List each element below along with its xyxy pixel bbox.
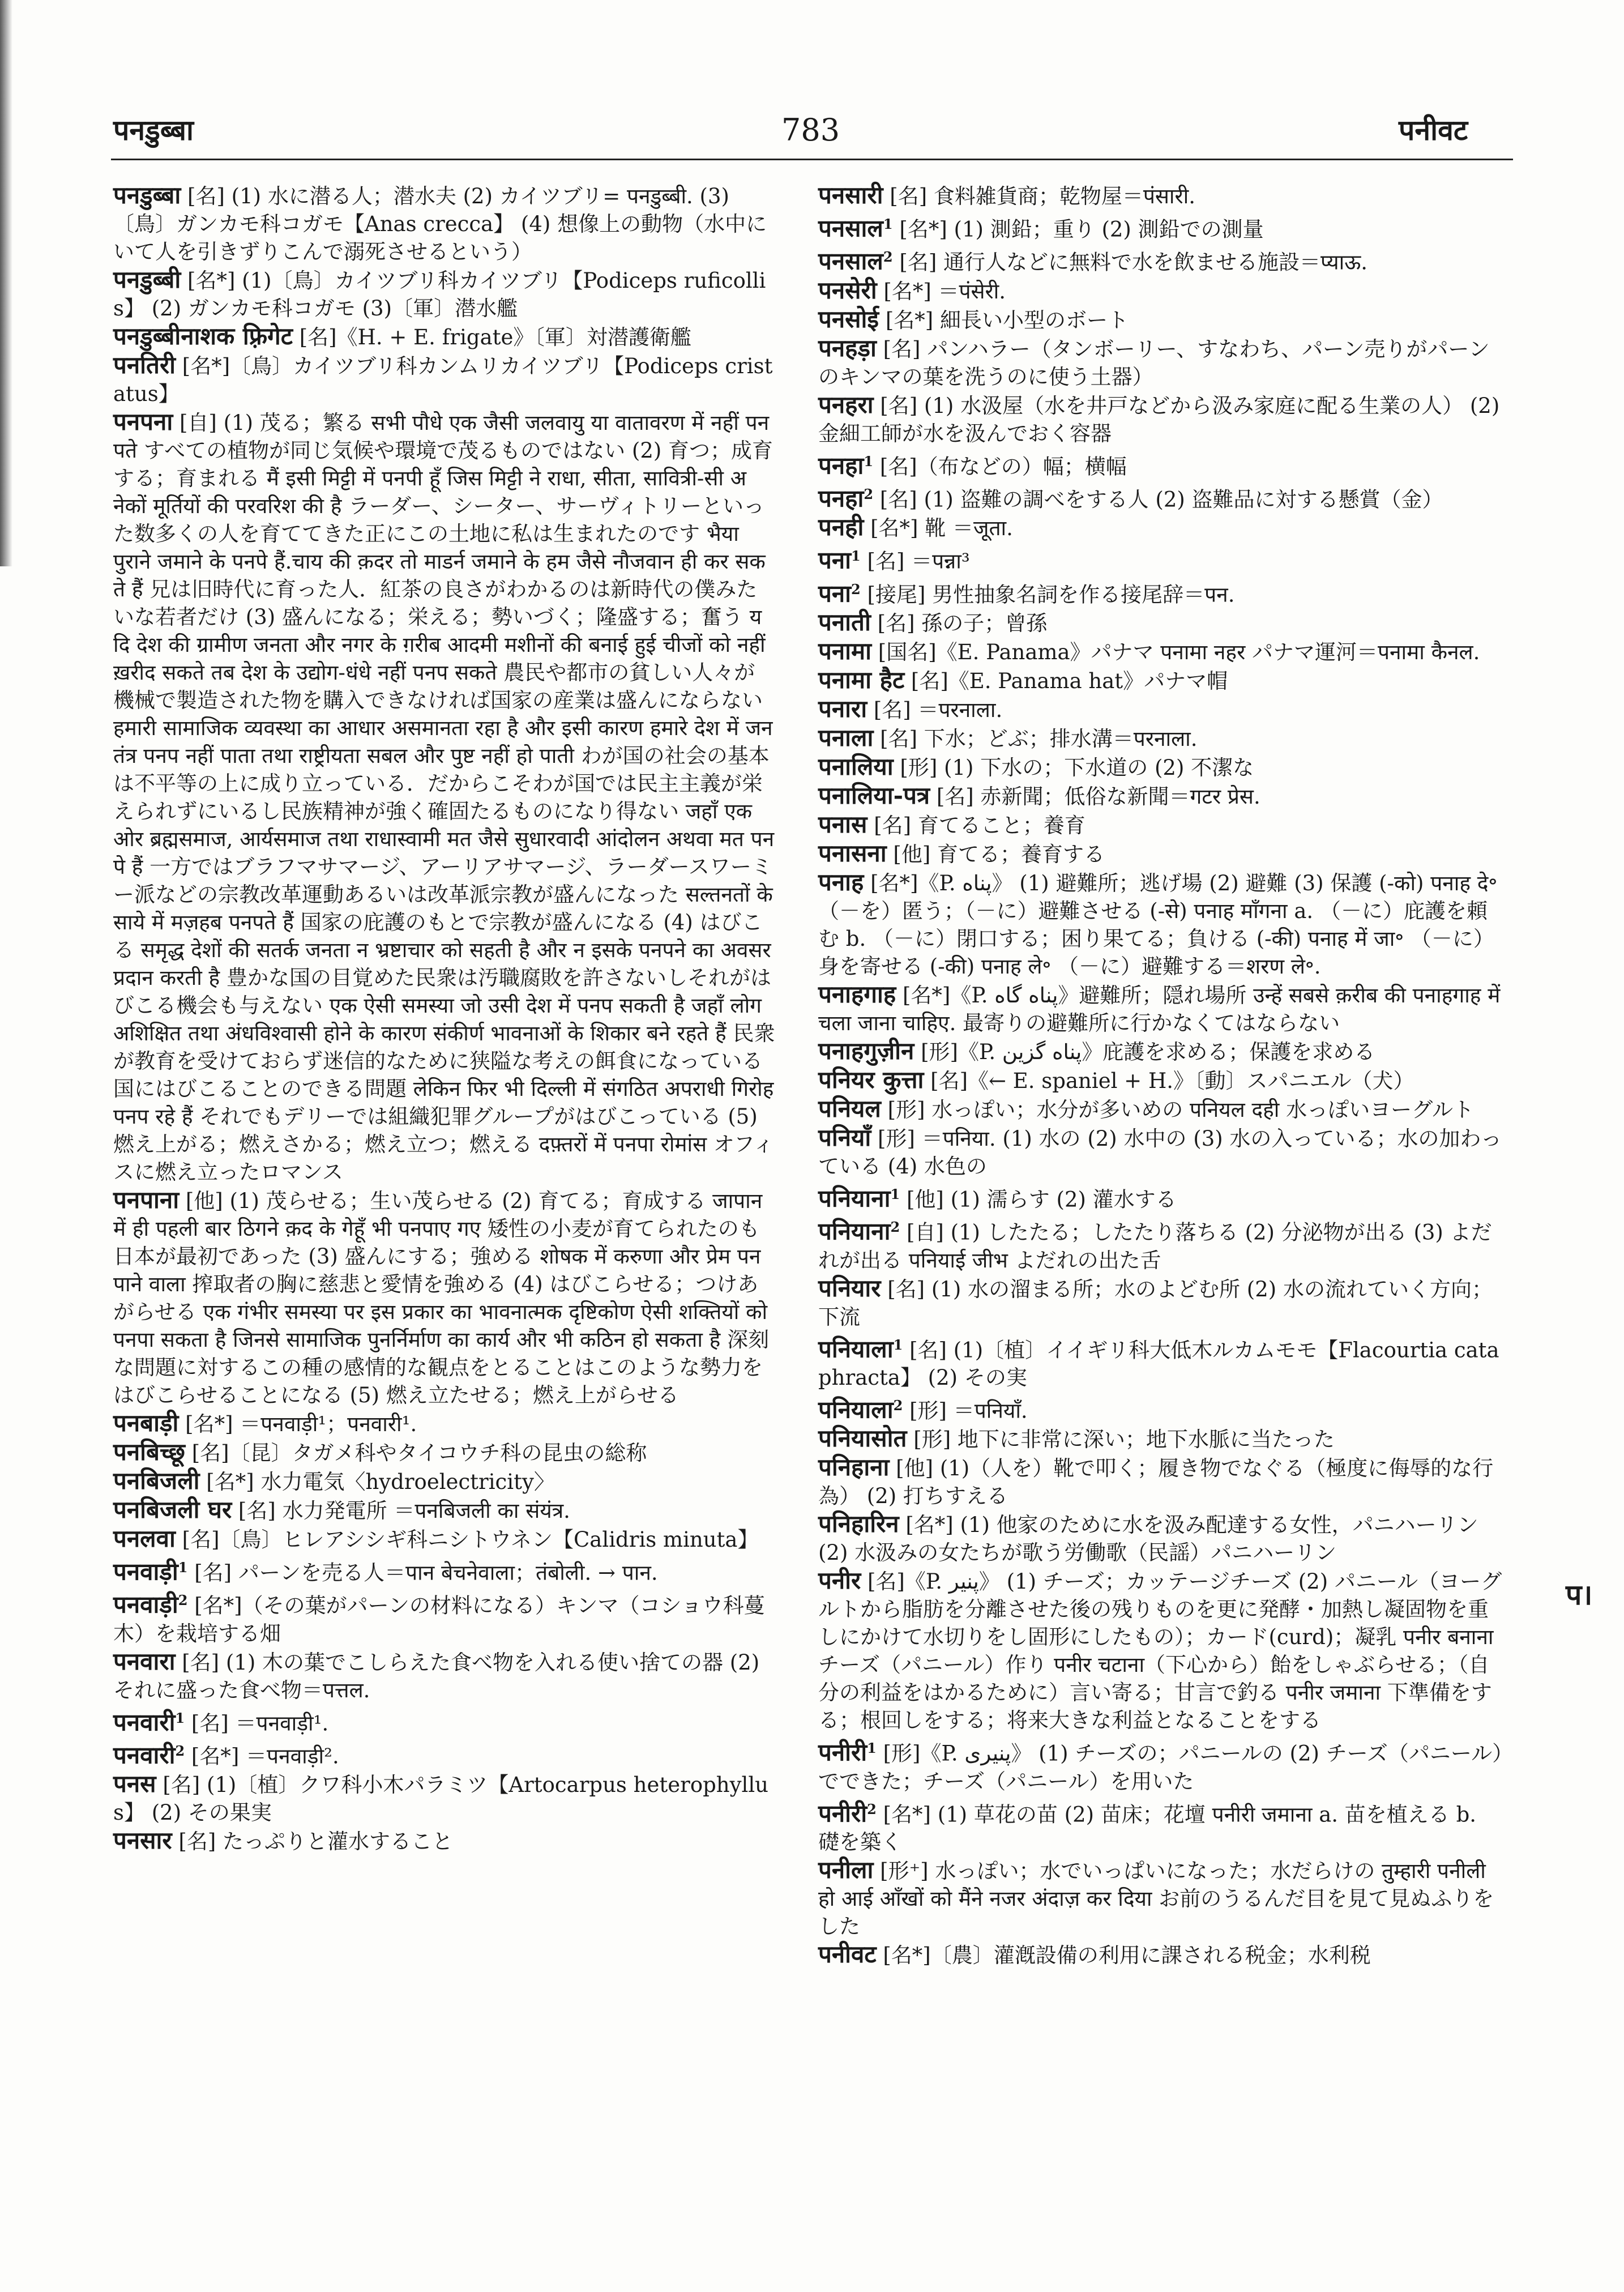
dictionary-entry	[113, 1409, 776, 1438]
entry-definition: [名] 食料雑貨商；乾物屋＝पंसारी.	[883, 184, 1195, 208]
homograph-number: 1	[178, 1559, 188, 1576]
dictionary-entry	[818, 1274, 1503, 1331]
dictionary-entry	[818, 391, 1503, 447]
entry-definition: [形] 水っぽい；水分が多いめの पनियल दही 水っぽいヨーグルト	[881, 1097, 1475, 1122]
dictionary-entry	[818, 1095, 1503, 1124]
homograph-number: 1	[851, 548, 861, 565]
entry-definition: [名*] (1) 測鉛；重り (2) 測鉛での測量	[892, 217, 1264, 242]
dictionary-entry	[113, 1438, 776, 1467]
dictionary-entry	[113, 1586, 776, 1647]
entry-definition: [名] (1)〔植〕イイギリ科大低木ルカムモモ【Flacourtia cataphracta】 (2) その実	[818, 1337, 1499, 1390]
dictionary-entry	[818, 753, 1503, 782]
entry-headword: पनियाना	[818, 1217, 891, 1245]
entry-headword: पनलवा	[113, 1525, 176, 1552]
entry-headword: पनबिच्छू	[113, 1438, 185, 1466]
dictionary-entry	[818, 305, 1503, 334]
entry-headword: पनास	[818, 810, 867, 838]
entry-headword: पनियार	[818, 1274, 881, 1302]
entry-definition: [他] (1) 茂らせる；生い茂らせる (2) 育てる；育成する जापान में ही पहली बार ठिगने क़द के गेहूँ भी पनपाए गए 矮性の小麦が育てられたのも日本が最初であった (3) 盛んにする；強める शोषक में करुणा और प्रेम पनपाने वाला 搾取者の胸に慈悲と愛情を強める (4) はびこらせる；つけあがらせる एक गंभीर समस्या पर इस प्रकार का भावनात्मक दृष्टिकोण ऐसी शक्तियों को पनपा सकता है जिनसे सामाजिक पुनर्निर्माण का कार्य और भी कठिन हो सकता है 深刻な問題に対するこの種の感情的な観点をとることはこのような勢力をはびこらせることになる (5) 燃え立たせる；燃え上がらせる	[113, 1189, 770, 1407]
entry-headword: पना	[818, 579, 852, 607]
entry-definition: [名*]（その葉がパーンの材料になる）キンマ（コショウ科蔓木）を栽培する畑	[113, 1593, 765, 1646]
homograph-number: 2	[893, 1397, 903, 1414]
entry-definition: [名*]〔農〕灌漑設備の利用に課される税金；水利税	[876, 1943, 1371, 1967]
entry-definition: [他] (1)（人を）靴で叩く；履き物でなぐる（極度に侮辱的な行為） (2) 打ちすえる	[818, 1456, 1494, 1509]
dictionary-entry	[113, 266, 776, 322]
homograph-number: 1	[890, 1185, 900, 1202]
entry-headword: पनियाना	[818, 1184, 891, 1213]
dictionary-entry	[818, 782, 1503, 810]
entry-headword: पनबिजली	[113, 1467, 200, 1495]
entry-headword: पनबाड़ी	[113, 1409, 179, 1437]
dictionary-entry	[818, 1795, 1503, 1856]
entry-definition: [名] 育てること；養育	[867, 813, 1085, 838]
dictionary-entry	[818, 1213, 1503, 1274]
entry-definition: [形]《P. پناه گزین》庇護を求める；保護を求める	[914, 1039, 1375, 1064]
entry-headword: पनारा	[818, 694, 867, 723]
entry-headword: पना	[818, 546, 852, 574]
dictionary-entry	[818, 276, 1503, 305]
entry-headword: पनसोई	[818, 305, 879, 333]
entry-headword: पनहड़ा	[818, 334, 877, 362]
dictionary-entry	[818, 1940, 1503, 1969]
header-rule	[111, 159, 1513, 160]
entry-headword: पनालिया	[818, 752, 894, 780]
homograph-number: 2	[890, 1219, 900, 1236]
entry-definition: [名]〔鳥〕ヒレアシシギ科ニシトウネン【Calidris minuta】	[175, 1527, 759, 1552]
dictionary-entry	[113, 1770, 776, 1826]
entry-headword: पनीरी	[818, 1799, 867, 1827]
homograph-number: 1	[867, 1740, 877, 1757]
dictionary-entry	[113, 1647, 776, 1704]
entry-headword: पनस	[113, 1770, 156, 1798]
entry-definition: [名]《E. Panama hat》パナマ帽	[904, 668, 1228, 693]
entry-definition: [形] ＝पनिया. (1) 水の (2) 水中の (3) 水の入っている；水の加わっている (4) 水色の	[818, 1126, 1502, 1179]
homograph-number: 1	[883, 216, 893, 232]
dictionary-entry	[113, 1467, 776, 1496]
entry-headword: पनीर	[818, 1567, 861, 1595]
entry-definition: [名] 下水；どぶ；排水溝＝परनाला.	[873, 726, 1198, 751]
entry-headword: पनिहाना	[818, 1453, 890, 1482]
thumb-index-tab: प।	[1566, 1578, 1593, 1611]
entry-definition: [名] ＝पन्ना³	[860, 549, 970, 574]
entry-headword: पनसाल	[818, 214, 883, 242]
entry-headword: पनसार	[113, 1826, 172, 1855]
entry-definition: [形⁺] 水っぽい；水でいっぱいになった；水だらけの तुम्हारी पनीली हो आई आँखों को मैंने नजर अंदाज़ कर दिया お前のうるんだ目を見て見ぬふりをした	[818, 1858, 1494, 1939]
entry-headword: पनसेरी	[818, 276, 877, 304]
entry-headword: पनीला	[818, 1855, 874, 1884]
dictionary-entry	[818, 1124, 1503, 1180]
dictionary-entry	[113, 181, 776, 266]
homograph-number: 1	[175, 1709, 185, 1726]
entry-headword: पनडुब्बीनाशक फ़्रिगेट	[113, 322, 293, 350]
entry-headword: पनाह	[818, 868, 864, 896]
entry-definition: [名*] ＝पनवाड़ी².	[185, 1744, 339, 1769]
dictionary-entry	[818, 637, 1503, 666]
dictionary-entry	[113, 1737, 776, 1770]
entry-headword: पनियाला	[818, 1334, 894, 1363]
dictionary-entry	[818, 1567, 1503, 1734]
entry-definition: [名]《H. + E. frigate》〔軍〕対潜護衛艦	[292, 325, 691, 349]
homograph-number: 2	[864, 485, 874, 502]
entry-headword: पनपना	[113, 408, 173, 436]
dictionary-entry	[113, 1525, 776, 1553]
entry-definition: [名] パンハラー（タンボーリー、すなわち、パーン売りがパーンのキンマの葉を洗うのに使う土器）	[818, 336, 1490, 389]
entry-headword: पनियाला	[818, 1395, 894, 1424]
running-head-left: पनडुब्बा	[113, 113, 194, 147]
dictionary-entry	[113, 1826, 776, 1855]
entry-headword: पनवाड़ी	[113, 1590, 178, 1619]
entry-headword: पनवारी	[113, 1741, 176, 1769]
entry-headword: पनामा	[818, 637, 872, 665]
dictionary-entry	[818, 980, 1503, 1037]
left-column	[113, 181, 776, 1855]
dictionary-entry	[113, 408, 776, 1186]
running-head-right: पनीवट	[1399, 113, 1468, 147]
dictionary-entry	[818, 1392, 1503, 1424]
dictionary-entry	[818, 334, 1503, 391]
dictionary-entry	[113, 1704, 776, 1737]
entry-headword: पनहरा	[818, 390, 874, 419]
entry-definition: [名] (1)〔植〕クワ科小木パラミツ【Artocarpus heterophyllus】 (2) その果実	[113, 1773, 769, 1825]
dictionary-entry	[818, 1037, 1503, 1066]
dictionary-entry	[818, 1066, 1503, 1095]
dictionary-entry	[818, 608, 1503, 637]
dictionary-entry	[818, 1424, 1503, 1453]
dictionary-entry	[818, 1734, 1503, 1795]
entry-headword: पनडुब्बी	[113, 266, 181, 293]
entry-headword: पनीरी	[818, 1738, 867, 1766]
dictionary-entry	[818, 695, 1503, 724]
entry-headword: पनहा	[818, 484, 864, 513]
entry-definition: [自] (1) 茂る；繁る सभी पौधे एक जैसी जलवायु या वातावरण में नहीं पनपते すべての植物が同じ気候や環境で茂るものではない (2) 育つ；成育する；育まれる मैं इसी मिट्टी में पनपी हूँ जिस मिट्टी ने राधा, सीता, सावित्री-सी अनेकों मूर्तियों की परवरिश की है ラーダー、シーター、サーヴィトリーといった数多くの人を育ててきた正にこの土地に私は生まれたのです भैया पुराने जमाने के पनपे हैं.चाय की क़दर तो माडर्न जमाने के हम जैसे नौजवान ही कर सकते हैं 兄は旧時代に育った人．紅茶の良さがわかるのは新時代の僕みたいな若者だけ (3) 盛んになる；栄える；勢いづく；隆盛する；奮う यदि देश की ग्रामीण जनता और नगर के ग़रीब आदमी मशीनों की बनाई हुई चीजों को नहीं ख़रीद सकते तब देश के उद्योग-धंधे नहीं पनप सकते 農民や都市の貧しい人々が機械で製造された物を購入できなければ国家の産業は盛んにならない हमारी सामाजिक व्यवस्था का आधार असमानता रहा है और इसी कारण हमारे देश में जनतंत्र पनप नहीं पाता तथा राष्ट्रीयता सबल और पुष्ट नहीं हो पाती わが国の社会の基本は不平等の上に成り立っている．だからこそわが国では民主主義が栄えられずにいるし民族精神が強く確固たるものになり得ない जहाँ एक ओर ब्रह्मसमाज, आर्यसमाज तथा राधास्वामी मत जैसे सुधारवादी आंदोलन अथवा मत पनपे हैं 一方ではブラフマサマージ、アーリアサマージ、ラーダースワーミー派などの宗教改革運動あるいは改革派宗教が盛んになった सल्तनतों के साये में मज़हब पनपते हैं 国家の庇護のもとで宗教が盛んになる (4) はびこる समृद्ध देशों की सतर्क जनता न भ्रष्टाचार को सहती है और न इसके पनपने का अवसर प्रदान करती है 豊かな国の目覚めた民衆は汚職腐敗を許さないしそれがはびこる機会も与えない एक ऐसी समस्या जो उसी देश में पनप सकती है जहाँ लोग अशिक्षित तथा अंधविश्वासी होने के कारण संकीर्ण भावनाओं के शिकार बने रहते हैं 民衆が教育を受けておらず迷信的なために狭隘な考えの餌食になっている国にはびこることのできる問題 लेकिन फिर भी दिल्ली में संगठित अपराधी गिरोह पनप रहे हैं それでもデリーでは組織犯罪グループがはびこっている (5) 燃え上がる；燃えさかる；燃え立つ；燃える दफ़्तरों में पनपा रोमांस オフィスに燃え立ったロマンス	[113, 411, 775, 1184]
entry-definition: [名*] 靴 ＝जूता.	[864, 516, 1013, 541]
homograph-number: 1	[893, 1336, 903, 1353]
entry-headword: पनामा हैट	[818, 665, 905, 694]
dictionary-entry	[818, 542, 1503, 575]
dictionary-entry	[818, 1856, 1503, 1940]
entry-definition: [名]《P. پنیر》 (1) チーズ；カッテージチーズ (2) パニール（ヨーグルトから脂肪を分離させた後の残りものを更に発酵・加熱し凝固物を重しにかけて水切りをし固形にしたもの）；カード(curd)；凝乳 पनीर बनाना チーズ（パニール）作り पनीर चटाना（下心から）飴をしゃぶらせる；（自分の利益をはかるために）言い寄る；甘言で釣る पनीर जमाना 下準備をする；根回しをする；将来大きな利益となることをする	[818, 1569, 1502, 1733]
entry-headword: पनहा	[818, 451, 864, 479]
entry-definition: [名*]《P. پناه》 (1) 避難所；逃げ場 (2) 避難 (3) 保護 (-को) पनाह दे॰ （－を）匿う；（－に）避難させる (-से) पनाह माँगना a. （－に）庇護を頼む b. （－に）閉口する；困り果てる；負ける (-की) पनाह में जा॰ （－に）身を寄せる (-की) पनाह ले॰ （－に）避難する＝शरण ले॰.	[818, 870, 1498, 979]
dictionary-entry	[818, 210, 1503, 243]
entry-headword: पनाहगुज़ीन	[818, 1036, 914, 1065]
entry-headword: पनाती	[818, 608, 871, 636]
entry-headword: पनियाँ	[818, 1123, 871, 1151]
dictionary-entry	[818, 181, 1503, 210]
homograph-number: 2	[178, 1592, 188, 1609]
entry-definition: [名*]〔鳥〕カイツブリ科カンムリカイツブリ【Podiceps cristatus】	[113, 354, 773, 406]
entry-definition: [国名]《E. Panama》パナマ पनामा नहर パナマ運河＝पनामा कैनल.	[871, 639, 1480, 664]
entry-definition: [名] (1) 木の葉でこしらえた食べ物を入れる使い捨ての器 (2) それに盛った食べ物＝पत्तल.	[113, 1650, 760, 1702]
entry-definition: [名]《← E. spaniel + H.》〔動〕スパニエル（犬）	[924, 1068, 1414, 1093]
dictionary-entry	[818, 666, 1503, 695]
dictionary-entry	[818, 1453, 1503, 1510]
dictionary-entry	[818, 447, 1503, 480]
dictionary-entry	[818, 724, 1503, 753]
entry-headword: पनही	[818, 513, 864, 541]
entry-definition: [名] (1) 水の溜まる所；水のよどむ所 (2) 水の流れていく方向；下流	[818, 1277, 1493, 1329]
page-number: 783	[781, 112, 840, 148]
homograph-number: 2	[883, 249, 893, 266]
dictionary-entry	[818, 575, 1503, 608]
entry-headword: पनवारा	[113, 1647, 176, 1675]
dictionary-entry	[113, 1553, 776, 1586]
entry-headword: पनीवट	[818, 1940, 877, 1968]
right-column	[818, 181, 1503, 1969]
entry-headword: पनसारी	[818, 181, 883, 209]
homograph-number: 2	[175, 1742, 185, 1759]
book-binding-edge	[0, 0, 12, 566]
entry-definition: [接尾] 男性抽象名詞を作る接尾辞＝पन.	[860, 582, 1235, 607]
entry-definition: [名*] 水力電気〈hydroelectricity〉	[199, 1470, 555, 1494]
dictionary-entry	[818, 243, 1503, 276]
dictionary-entry	[818, 868, 1503, 980]
entry-definition: [名] (1) 水に潜る人；潜水夫 (2) カイツブリ= पनडुब्बी. (3)〔鳥〕ガンカモ科コガモ【Anas crecca】 (4) 想像上の動物（水中にいて人を引きずりこんで溺死させるという）	[113, 184, 767, 264]
entry-definition: [名] 赤新聞；低俗な新聞＝गटर प्रेस.	[930, 784, 1260, 809]
entry-definition: [名*] (1) 草花の苗 (2) 苗床；花壇 पनीरी जमाना a. 苗を植える b. 礎を築く	[818, 1802, 1477, 1854]
dictionary-entry	[818, 839, 1503, 868]
entry-headword: पनवारी	[113, 1708, 176, 1736]
entry-definition: [形] (1) 下水の；下水道の (2) 不潔な	[893, 755, 1254, 780]
dictionary-entry	[818, 480, 1503, 513]
entry-definition: [形] 地下に非常に深い；地下水脈に当たった	[907, 1427, 1335, 1452]
dictionary-entry	[818, 1510, 1503, 1567]
entry-headword: पनसाल	[818, 247, 883, 275]
entry-headword: पनडुब्बा	[113, 181, 181, 209]
entry-headword: पनियल	[818, 1094, 881, 1122]
entry-definition: [名] パーンを売る人＝पान बेचनेवाला；तंबोली. → पान.	[187, 1560, 658, 1585]
homograph-number: 1	[864, 453, 874, 470]
dictionary-entry	[113, 1496, 776, 1525]
homograph-number: 2	[851, 581, 861, 597]
entry-definition: [名] ＝पनवाड़ी¹.	[185, 1710, 329, 1735]
entry-definition: [名]（布などの）幅；横幅	[873, 454, 1127, 479]
entry-definition: [名] 水力発電所 ＝पनबिजली का संयंत्र.	[232, 1499, 570, 1523]
entry-definition: [名] 通行人などに無料で水を飲ませる施設＝प्याऊ.	[892, 250, 1368, 275]
entry-headword: पनवाड़ी	[113, 1557, 178, 1586]
entry-headword: पनबिजली घर	[113, 1496, 232, 1523]
entry-definition: [名]〔昆〕タガメ科やタイコウチ科の昆虫の総称	[185, 1441, 647, 1465]
entry-definition: [他] (1) 濡らす (2) 灌水する	[900, 1187, 1177, 1212]
entry-definition: [自] (1) したたる；したたり落ちる (2) 分泌物が出る (3) よだれが出る पनियाई जीभ よだれの出た舌	[818, 1220, 1492, 1273]
entry-definition: [名] (1) 水汲屋（水を井戸などから汲み家庭に配る生業の人） (2) 金細工師が水を汲んでおく容器	[818, 393, 1500, 446]
entry-definition: [名] たっぷりと灌水すること	[172, 1829, 454, 1854]
entry-headword: पनियर कुत्ता	[818, 1065, 924, 1094]
dictionary-entry	[818, 1331, 1503, 1392]
entry-definition: [名*] (1) 他家のために水を汲み配達する女性，パニハーリン (2) 水汲みの女たちが歌う労働歌（民謡）パニハーリン	[818, 1513, 1478, 1565]
entry-definition: [名] ＝परनाला.	[867, 697, 1003, 722]
entry-headword: पनियासोत	[818, 1424, 907, 1453]
entry-headword: पनासना	[818, 839, 887, 867]
dictionary-entry	[113, 351, 776, 408]
entry-definition: [名] (1) 盗難の調べをする人 (2) 盗難品に対する懸賞（金）	[873, 487, 1443, 512]
entry-definition: [名*] 細長い小型のボート	[879, 308, 1129, 332]
entry-headword: पनिहारिन	[818, 1510, 899, 1538]
dictionary-entry	[818, 1180, 1503, 1213]
homograph-number: 2	[867, 1800, 877, 1817]
entry-headword: पनालिया-पत्र	[818, 781, 930, 809]
entry-definition: [他] 育てる；養育する	[886, 842, 1105, 867]
dictionary-entry	[818, 810, 1503, 839]
entry-definition: [名*] ＝पनवाड़ी¹；पनवारी¹.	[178, 1412, 417, 1436]
entry-definition: [形]《P. پنیری》 (1) チーズの；パニールの (2) チーズ（パニール）でできた；チーズ（パニール）を用いた	[818, 1741, 1503, 1794]
entry-definition: [名] 孫の子；曾孫	[870, 611, 1048, 635]
entry-definition: [形] ＝पनियाँ.	[903, 1398, 1028, 1423]
entry-definition: [名*] ＝पंसेरी.	[877, 279, 1006, 304]
entry-headword: पनाहगाह	[818, 980, 896, 1008]
dictionary-entry	[818, 513, 1503, 542]
entry-headword: पनाला	[818, 723, 874, 752]
dictionary-entry	[113, 322, 776, 351]
entry-definition: [名*]《P. پناه گاه》避難所；隠れ場所 उन्हें सबसे क़रीब की पनाहगाह में चला जाना चाहिए. 最寄りの避難所に行かなくてはならない	[818, 983, 1501, 1035]
entry-headword: पनपाना	[113, 1186, 180, 1214]
entry-definition: [名*] (1)〔鳥〕カイツブリ科カイツブリ【Podiceps ruficollis】 (2) ガンカモ科コガモ (3)〔軍〕潜水艦	[113, 268, 766, 321]
entry-headword: पनतिरी	[113, 351, 176, 379]
dictionary-entry	[113, 1186, 776, 1409]
